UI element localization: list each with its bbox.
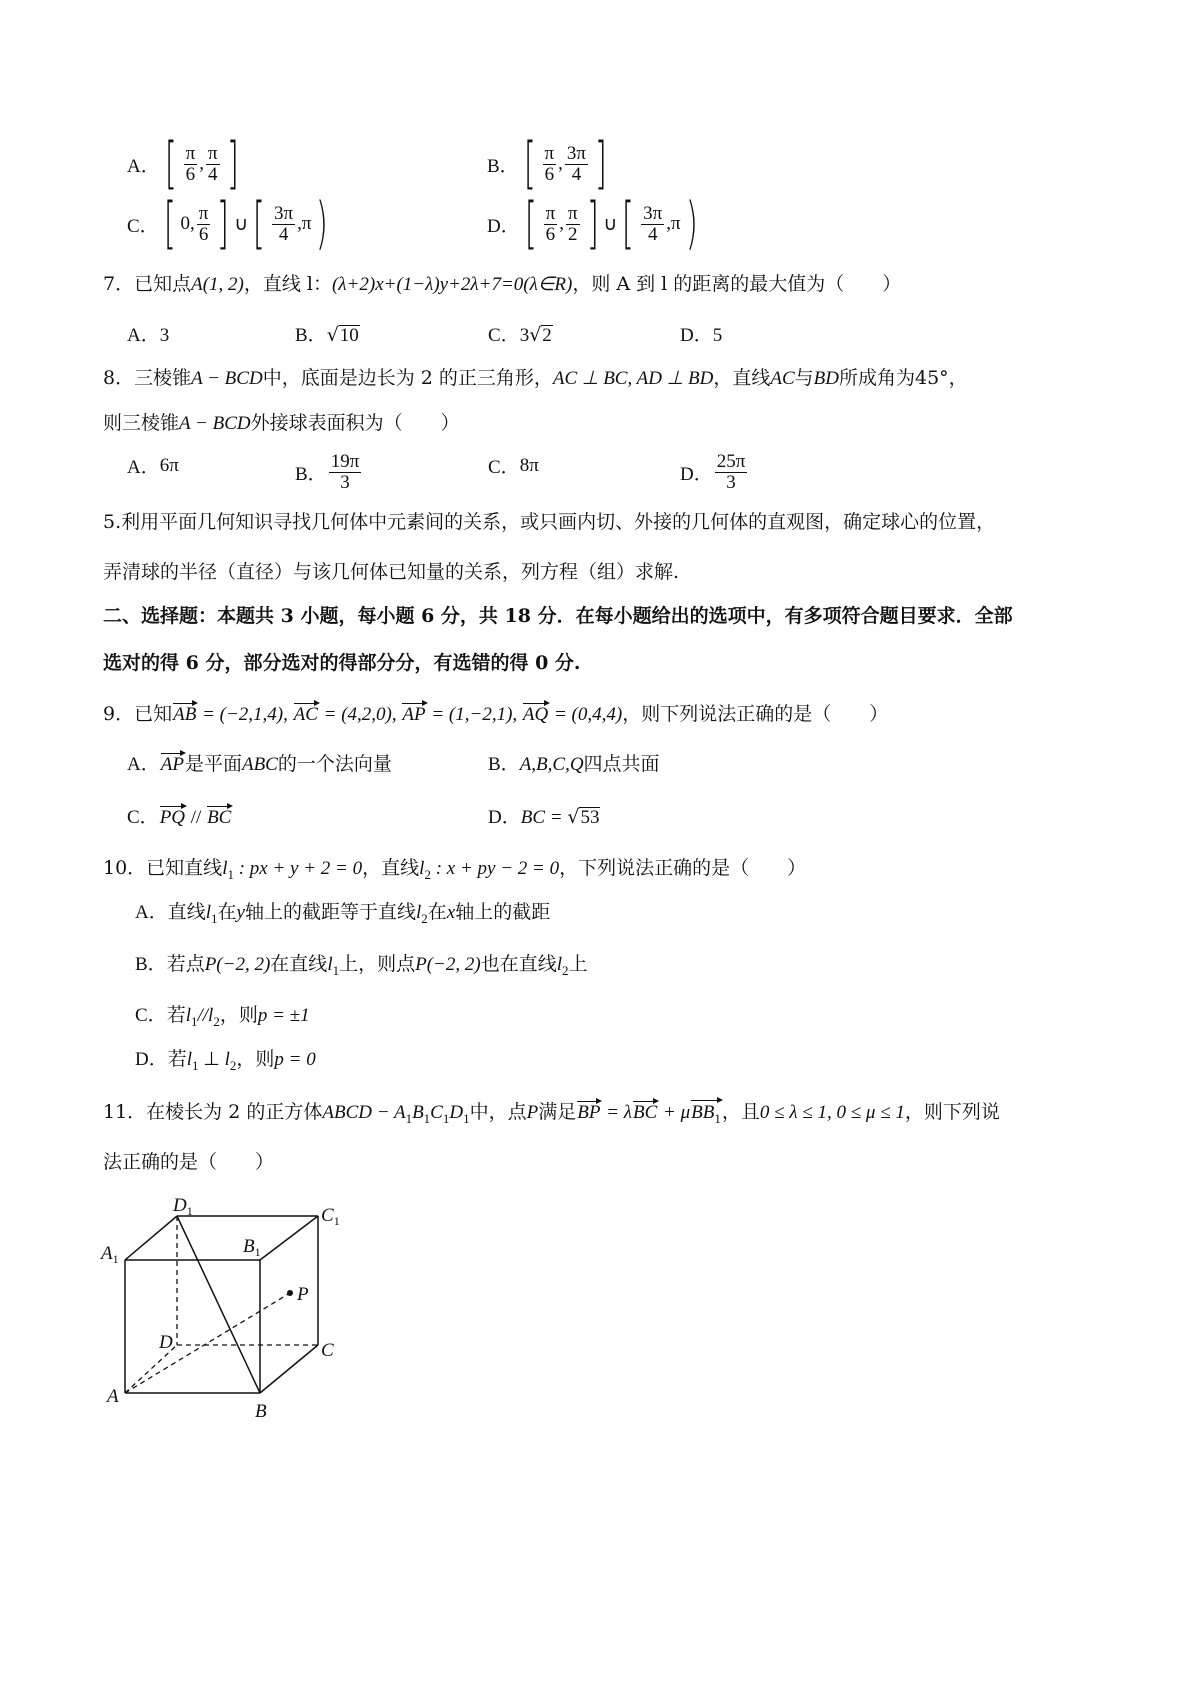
section2-heading-line1: 二、选择题：本题共 3 小题，每小题 6 分，共 18 分．在每小题给出的选项中，有多项符合题目要求．全部 bbox=[103, 605, 1013, 627]
label-p: P bbox=[297, 1284, 309, 1305]
label-a1: $A_1$ bbox=[101, 1243, 119, 1266]
q7-option-d: D．5 bbox=[680, 325, 723, 346]
option-label: D． bbox=[487, 215, 520, 237]
option-label: C． bbox=[127, 215, 159, 237]
label-d: D bbox=[159, 1332, 173, 1353]
q9-option-d: D．BC = √53 bbox=[488, 806, 600, 828]
q7-option-c: C．3√2 bbox=[488, 324, 552, 346]
q6-option-c: C． [ 0, $\frac{\pi}{6}$ ] ∪ [ $\frac{3\pi}{4}$ , π ) bbox=[127, 191, 329, 256]
q7-option-b: B．√10 bbox=[295, 324, 359, 346]
option-label: A． bbox=[127, 155, 160, 177]
q8-stem-line1: 8．三棱锥A − BCD中，底面是边长为 2 的正三角形，AC ⊥ BC, AD ⊥ BD，直线AC与BD所成角为45°， bbox=[103, 367, 968, 389]
q10-option-a: A．直线$l_1$在y轴上的截距等于直线$l_2$在x轴上的截距 bbox=[135, 901, 551, 926]
q8-option-b: B． $\frac{19\pi}{3}$ bbox=[295, 451, 360, 493]
q9-option-b: B．A,B,C,Q四点共面 bbox=[488, 753, 660, 775]
note5-line2: 弄清球的半径（直径）与该几何体已知量的关系，列方程（组）求解. bbox=[103, 561, 680, 583]
q11-stem-line1: 11．在棱长为 2 的正方体ABCD − $A_1B_1C_1D_1$中，点P满足BP = λBC + μBB$_1$，且0 ≤ λ ≤ 1, 0 ≤ μ ≤ 1，则下列说 bbox=[103, 1100, 1000, 1131]
q8-option-a: A． 6π bbox=[127, 454, 179, 478]
q10-stem: 10．已知直线$l_1$ : px + y + 2 = 0，直线$l_2$ : x + py − 2 = 0，下列说法正确的是（ ） bbox=[103, 857, 807, 882]
q7-stem: 7．已知点A(1, 2)，直线 l：(λ+2)x+(1−λ)y+2λ+7=0(λ∈R)，则 A 到 l 的距离的最大值为（ ） bbox=[103, 273, 902, 295]
label-a: A bbox=[107, 1386, 119, 1407]
label-c: C bbox=[321, 1340, 334, 1361]
label-b1: $B_1$ bbox=[243, 1236, 261, 1259]
q8-stem-line2: 则三棱锥A − BCD外接球表面积为（ ） bbox=[103, 412, 460, 434]
hidden-segment-a-p bbox=[125, 1293, 290, 1393]
q11-stem-line2: 法正确的是（ ） bbox=[103, 1151, 275, 1173]
q10-option-d: D．若$l_1$ ⊥ $l_2$，则p = 0 bbox=[135, 1048, 316, 1073]
section2-heading-line2: 选对的得 6 分，部分选对的得部分分，有选错的得 0 分. bbox=[103, 652, 581, 674]
cube-figure bbox=[95, 1190, 385, 1430]
q6-option-d: D． [ $\frac{\pi}{6}$ , $\frac{\pi}{2}$ ] ∪ [ $\frac{3\pi}{4}$ , π ) bbox=[487, 191, 698, 256]
q10-option-b: B．若点P(−2, 2)在直线$l_1$上，则点P(−2, 2)也在直线$l_2$上 bbox=[135, 953, 588, 978]
label-d1: $D_1$ bbox=[173, 1195, 193, 1218]
note5-line1: 5.利用平面几何知识寻找几何体中元素间的关系，或只画内切、外接的几何体的直观图，确定球心的位置， bbox=[103, 511, 996, 533]
q10-option-c: C．若$l_1//l_2$，则p = ±1 bbox=[135, 1004, 310, 1029]
label-b: B bbox=[255, 1401, 267, 1422]
q9-option-a: A．AP是平面ABC的一个法向量 bbox=[127, 753, 392, 775]
q8-option-c: C． 8π bbox=[488, 454, 539, 478]
edge-b1-c1 bbox=[260, 1216, 318, 1260]
edge-a1-d1 bbox=[125, 1216, 177, 1260]
edge-b-c bbox=[260, 1345, 318, 1393]
label-c1: $C_1$ bbox=[321, 1205, 340, 1228]
q6-option-a: A． [ $\frac{\pi}{6}$ , $\frac{\pi}{4}$ ] bbox=[127, 131, 239, 196]
option-label: B． bbox=[487, 155, 519, 177]
q7-option-a: A．3 bbox=[127, 325, 170, 346]
q9-stem: 9．已知AB = (−2,1,4), AC = (4,2,0), AP = (1,−2,1), AQ = (0,4,4)，则下列说法正确的是（ ） bbox=[103, 703, 889, 725]
point-p bbox=[287, 1290, 293, 1296]
q8-option-d: D． $\frac{25\pi}{3}$ bbox=[680, 451, 746, 493]
q6-option-b: B． [ $\frac{\pi}{6}$ , $\frac{3\pi}{4}$ ] bbox=[487, 131, 607, 196]
q9-option-c: C．PQ // BC bbox=[127, 807, 232, 828]
